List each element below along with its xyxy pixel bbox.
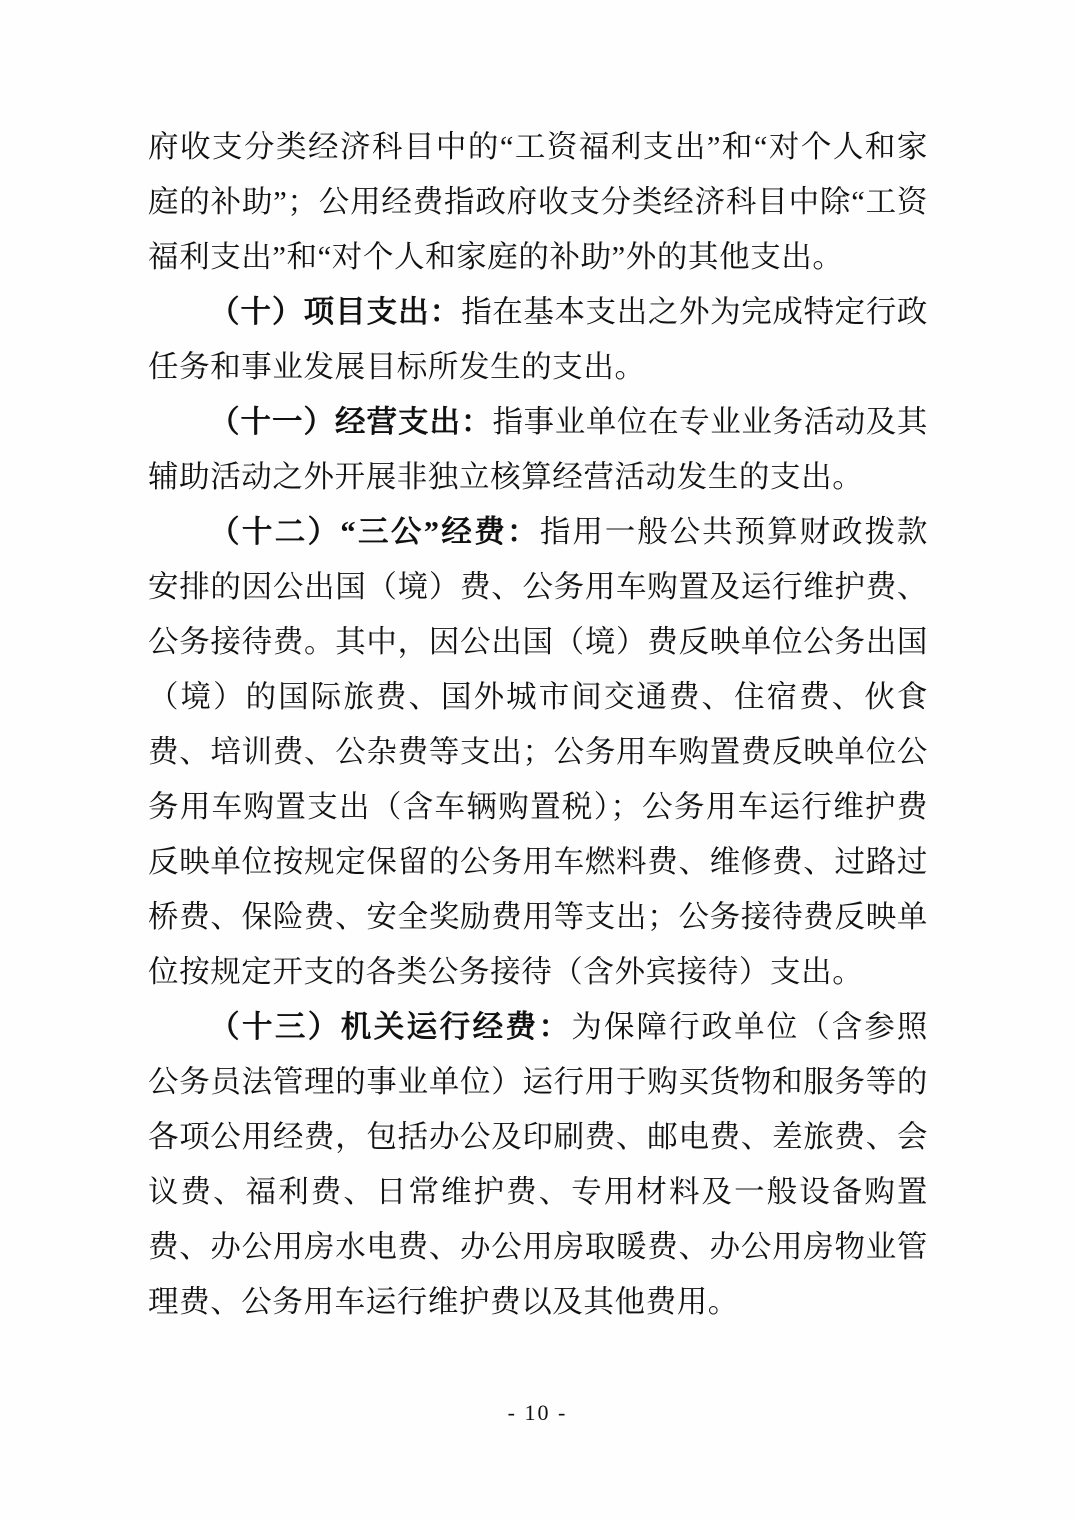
- paragraph-lead-10: （十）项目支出：: [209, 295, 462, 329]
- paragraph-lead-13: （十三）机关运行经费：: [209, 1010, 572, 1044]
- paragraph-text-13: 为保障行政单位（含参照公务员法管理的事业单位）运行用于购买货物和服务等的各项公用经费，包括办公及印刷费、邮电费、差旅费、会议费、福利费、日常维护费、专用材料及一般设备购置费、办公用房水电费、办公用房取暖费、办公用房物业管理费、公务用车运行维护费以及其他费用。: [148, 1010, 928, 1319]
- paragraph-item-13: [148, 1000, 928, 1330]
- document-body: [148, 120, 928, 1330]
- paragraph-text: 府收支分类经济科目中的“工资福利支出”和“对个人和家庭的补助”；公用经费指政府收支分类经济科目中除“工资福利支出”和“对个人和家庭的补助”外的其他支出。: [148, 130, 928, 274]
- paragraph-item-11: [148, 395, 928, 505]
- paragraph-item-12: [148, 505, 928, 1000]
- paragraph-text-12: 指用一般公共预算财政拨款安排的因公出国（境）费、公务用车购置及运行维护费、公务接待费。其中，因公出国（境）费反映单位公务出国（境）的国际旅费、国外城市间交通费、住宿费、伙食费、培训费、公杂费等支出；公务用车购置费反映单位公务用车购置支出（含车辆购置税）；公务用车运行维护费反映单位按规定保留的公务用车燃料费、维修费、过路过桥费、保险费、安全奖励费用等支出；公务接待费反映单位按规定开支的各类公务接待（含外宾接待）支出。: [148, 515, 929, 989]
- paragraph-text-10: 指在基本支出之外为完成特定行政任务和事业发展目标所发生的支出。: [148, 295, 929, 384]
- paragraph-lead-12: （十二）“三公”经费：: [209, 515, 540, 549]
- paragraph-continued: [148, 120, 928, 285]
- paragraph-item-10: [148, 285, 928, 395]
- paragraph-lead-11: （十一）经营支出：: [209, 405, 493, 439]
- paragraph-text-11: 指事业单位在专业业务活动及其辅助活动之外开展非独立核算经营活动发生的支出。: [148, 405, 929, 494]
- page-number: - 10 -: [507, 1400, 568, 1425]
